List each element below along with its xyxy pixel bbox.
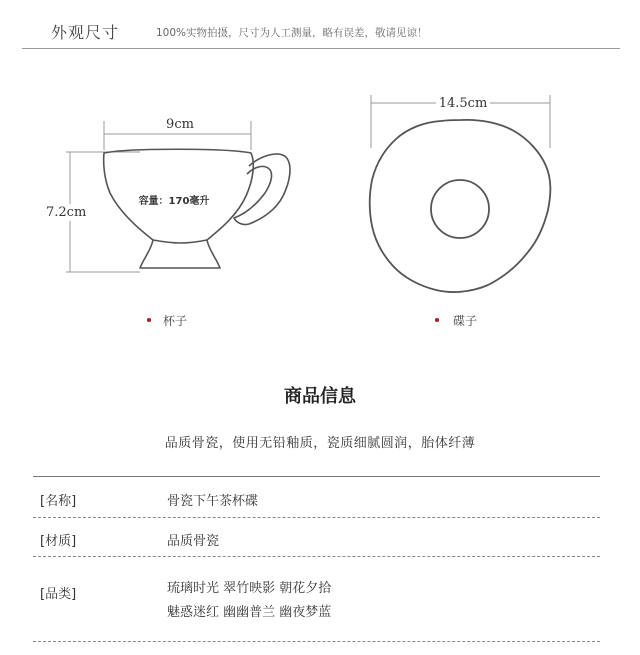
material-row-value: 品质骨瓷 xyxy=(167,534,220,549)
saucer-caption: 碟子 xyxy=(453,314,478,328)
name-row-label: [名称] xyxy=(40,494,77,509)
cup-outline xyxy=(104,149,290,268)
saucer-width-label: 14.5cm xyxy=(438,96,488,111)
cup-width-label: 9cm xyxy=(166,117,194,132)
name-row-value: 骨瓷下午茶杯碟 xyxy=(167,494,259,509)
cup-caption-bullet xyxy=(147,318,151,322)
variety-row-value-line2: 魅惑迷红 幽幽普兰 幽夜梦蓝 xyxy=(167,605,332,620)
row-divider xyxy=(33,556,600,557)
header-note: 100%实物拍摄，尺寸为人工测量，略有误差，敬请见谅！ xyxy=(156,27,428,39)
info-top-divider xyxy=(33,476,600,477)
info-title: 商品信息 xyxy=(284,386,356,407)
cup-height-label: 7.2cm xyxy=(46,205,87,220)
section-header xyxy=(0,0,640,56)
header-divider xyxy=(22,48,620,49)
row-divider xyxy=(33,517,600,518)
info-intro: 品质骨瓷，使用无铅釉质，瓷质细腻圆润，胎体纤薄 xyxy=(164,436,476,451)
cup-caption: 杯子 xyxy=(163,314,188,328)
dimension-drawing xyxy=(0,56,640,346)
row-divider xyxy=(33,641,600,642)
material-row-label: [材质] xyxy=(40,534,77,549)
saucer-caption-bullet xyxy=(435,318,439,322)
cup-capacity-label: 容量：170毫升 xyxy=(138,196,210,207)
saucer-outline xyxy=(370,120,551,292)
header-title: 外观尺寸 xyxy=(51,23,120,42)
variety-row-label: [品类] xyxy=(40,587,77,602)
variety-row-value-line1: 琉璃时光 翠竹映影 朝花夕拾 xyxy=(167,581,332,596)
